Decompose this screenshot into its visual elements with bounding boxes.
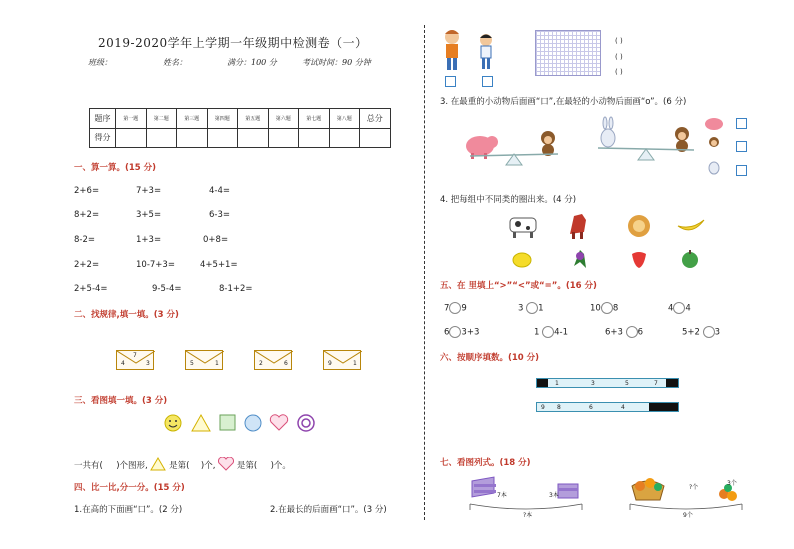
lion-icon <box>628 215 650 237</box>
compare-left: 6 <box>444 327 450 338</box>
section4-q3: 3. 在最重的小动物后面画“口”,在最轻的小动物后面画“o”。(6 分) <box>440 97 687 107</box>
compare-circle[interactable] <box>449 302 461 314</box>
classify-figure <box>506 210 706 270</box>
monkey-icon <box>709 137 719 147</box>
plant-icon <box>574 250 586 268</box>
sequence-bar <box>536 402 679 412</box>
fill-text: )个图形, <box>116 461 148 471</box>
seesaw1-figure <box>462 116 562 166</box>
seq-number: 8 <box>557 404 561 411</box>
seq-number: 6 <box>589 404 593 411</box>
class-label: 班级： <box>88 58 112 67</box>
compare-left: 1 <box>534 327 540 338</box>
banana-icon <box>678 220 704 230</box>
shapes-row <box>163 412 323 434</box>
seesaw2-figure <box>596 114 726 180</box>
rabbit-icon <box>709 162 719 174</box>
fill-text: )个, <box>200 461 216 471</box>
score-col: 第八题 <box>329 109 360 129</box>
compare-circle[interactable] <box>526 302 538 314</box>
score-cell[interactable] <box>299 128 330 148</box>
compare-left: 10 <box>590 303 601 314</box>
section4-q2: 2.在最长的后面画“口”。(3 分) <box>270 505 387 515</box>
envelope-left: 5 <box>190 360 194 367</box>
answer-box[interactable] <box>736 141 747 152</box>
fruit-basket-icon <box>632 478 664 500</box>
compare-item <box>534 326 568 338</box>
column-divider <box>424 25 425 520</box>
square-icon <box>220 415 235 430</box>
section3-title: 三、看图填一填。(3 分) <box>74 396 168 406</box>
compare-circle[interactable] <box>673 302 685 314</box>
cow-icon <box>510 218 536 238</box>
calc-item: 8+2= <box>74 210 100 220</box>
shape-question <box>74 457 291 471</box>
fruit-total: 9个 <box>683 512 693 519</box>
page-title: 2019-2020学年上学期一年级期中检测卷（一） <box>98 36 368 50</box>
compare-right: 9 <box>461 303 467 314</box>
score-col: 第二题 <box>146 109 177 129</box>
answer-box[interactable] <box>736 118 747 129</box>
score-cell[interactable] <box>146 128 177 148</box>
score-cell[interactable] <box>207 128 238 148</box>
compare-item <box>590 302 618 314</box>
compare-right: 4-1 <box>554 327 569 338</box>
paren-answer[interactable]: ( ) <box>615 37 623 45</box>
grid-lines-figure <box>535 30 601 76</box>
fruit-part2: 3个 <box>727 480 737 487</box>
calc-item: 2+2= <box>74 260 100 270</box>
fruit-part: ?个 <box>689 484 699 491</box>
compare-right: 1 <box>538 303 544 314</box>
answer-box[interactable] <box>482 76 493 87</box>
apple-icon <box>682 250 698 268</box>
section6-title: 六、按顺序填数。(10 分) <box>440 353 540 363</box>
sequence-bar <box>536 378 679 388</box>
compare-right: 4 <box>685 303 691 314</box>
strawberry-icon <box>632 252 646 268</box>
compare-item <box>605 326 643 338</box>
envelope-left: 9 <box>328 360 332 367</box>
score-col: 第一题 <box>116 109 147 129</box>
answer-box[interactable] <box>445 76 456 87</box>
triangle-icon <box>192 415 210 431</box>
calc-item: 8-2= <box>74 235 96 245</box>
score-cell[interactable] <box>238 128 269 148</box>
compare-left: 5+2 <box>682 327 700 338</box>
compare-item <box>518 302 544 314</box>
heart-icon <box>218 457 234 471</box>
envelope-right: 1 <box>215 360 219 367</box>
fill-text: 一共有( <box>74 461 103 471</box>
score-total-label: 总分 <box>360 109 391 129</box>
compare-circle[interactable] <box>542 326 554 338</box>
compare-item <box>682 326 720 338</box>
envelope-right: 3 <box>146 360 150 367</box>
score-cell[interactable] <box>329 128 360 148</box>
monkey-icon <box>675 127 689 152</box>
fill-text: 是第( <box>169 461 190 471</box>
calc-item: 6-3= <box>209 210 231 220</box>
black-cell <box>649 403 678 411</box>
compare-right: 3+3 <box>461 327 480 338</box>
calc-item: 9-5-4= <box>152 284 182 294</box>
compare-circle[interactable] <box>703 326 715 338</box>
score-cell[interactable] <box>360 128 391 148</box>
compare-right: 6 <box>637 327 644 338</box>
section4-q4: 4. 把每组中不同类的圈出来。(4 分) <box>440 195 577 205</box>
smiley-icon <box>165 415 181 431</box>
compare-right: 3 <box>714 327 721 338</box>
double-circle-icon <box>298 415 314 431</box>
score-cell[interactable] <box>268 128 299 148</box>
full-score: 满分：100 分 <box>227 58 277 67</box>
calc-item: 4+5+1= <box>200 260 238 270</box>
books-total: 7本 <box>497 492 507 499</box>
compare-item <box>444 326 479 338</box>
seq-number: 1 <box>555 380 559 387</box>
heart-icon <box>270 415 287 430</box>
pig-icon <box>705 118 723 130</box>
score-row1-label: 题序 <box>90 109 116 129</box>
envelope-left: 2 <box>259 360 263 367</box>
books-part: 3本 <box>549 492 559 499</box>
compare-left: 7 <box>444 303 450 314</box>
answer-box[interactable] <box>736 165 747 176</box>
envelope <box>185 350 223 370</box>
score-cell[interactable] <box>177 128 208 148</box>
compare-circle[interactable] <box>626 326 638 338</box>
seq-number: 9 <box>541 404 545 411</box>
black-cell <box>537 379 548 387</box>
envelope-right: 1 <box>353 360 357 367</box>
envelope <box>116 350 154 370</box>
fill-text: )个。 <box>270 461 291 471</box>
children-icon <box>440 28 502 72</box>
score-col: 第五题 <box>238 109 269 129</box>
calc-item: 2+6= <box>74 186 100 196</box>
score-col: 第七题 <box>299 109 330 129</box>
books-icon <box>558 484 578 498</box>
envelope <box>323 350 361 370</box>
fill-text: 是第( <box>236 461 258 471</box>
calc-item: 4-4= <box>209 186 231 196</box>
compare-left: 6+3 <box>605 327 623 338</box>
calc-item: 2+5-4= <box>74 284 108 294</box>
seq-number: 4 <box>621 404 625 411</box>
circle-icon <box>245 415 261 431</box>
score-col: 第四题 <box>207 109 238 129</box>
score-table <box>89 108 391 148</box>
calc-item: 1+3= <box>136 235 162 245</box>
paren-answer[interactable]: ( ) <box>615 53 623 61</box>
compare-circle[interactable] <box>601 302 613 314</box>
calc-item: 10-7+3= <box>136 260 175 270</box>
exam-time: 考试时间：90 分钟 <box>302 58 371 67</box>
seq-number: 5 <box>625 380 629 387</box>
compare-item <box>668 302 691 314</box>
envelope-right: 6 <box>284 360 288 367</box>
envelope <box>254 350 292 370</box>
calc-item: 7+3= <box>136 186 162 196</box>
envelope-top: 7 <box>133 352 137 359</box>
compare-left: 4 <box>668 303 674 314</box>
books-question: ?本 <box>523 512 533 519</box>
seq-number: 3 <box>591 380 595 387</box>
rabbit-icon <box>601 117 615 147</box>
section1-title: 一、算一算。(15 分) <box>74 163 157 173</box>
score-col: 第六题 <box>268 109 299 129</box>
black-cell <box>666 379 678 387</box>
lemon-icon <box>513 253 531 267</box>
envelope-left: 4 <box>121 360 125 367</box>
score-cell[interactable] <box>116 128 147 148</box>
monkey-icon <box>541 131 555 156</box>
compare-right: 8 <box>612 303 619 314</box>
section4-q1: 1.在高的下面画“口”。(2 分) <box>74 505 183 515</box>
section2-title: 二、找规律,填一填。(3 分) <box>74 310 179 320</box>
calc-item: 8-1+2= <box>219 284 253 294</box>
compare-left: 3 <box>518 303 524 314</box>
triangle-icon <box>150 457 166 471</box>
books-icon <box>472 477 496 497</box>
score-col: 第三题 <box>177 109 208 129</box>
horse-icon <box>570 214 586 239</box>
seq-number: 7 <box>654 380 658 387</box>
calc-item: 3+5= <box>136 210 162 220</box>
compare-item <box>444 302 467 314</box>
paren-answer[interactable]: ( ) <box>615 68 623 76</box>
section4-title: 四、比一比,分一分。(15 分) <box>74 483 185 493</box>
compare-circle[interactable] <box>449 326 461 338</box>
section5-title: 五、在 里填上“>”“<”或“=”。(16 分) <box>440 281 597 291</box>
score-row2-label: 得分 <box>90 128 116 148</box>
section7-title: 七、看图列式。(18 分) <box>440 458 531 468</box>
calc-item: 0+8= <box>203 235 229 245</box>
name-label: 姓名： <box>163 58 187 67</box>
